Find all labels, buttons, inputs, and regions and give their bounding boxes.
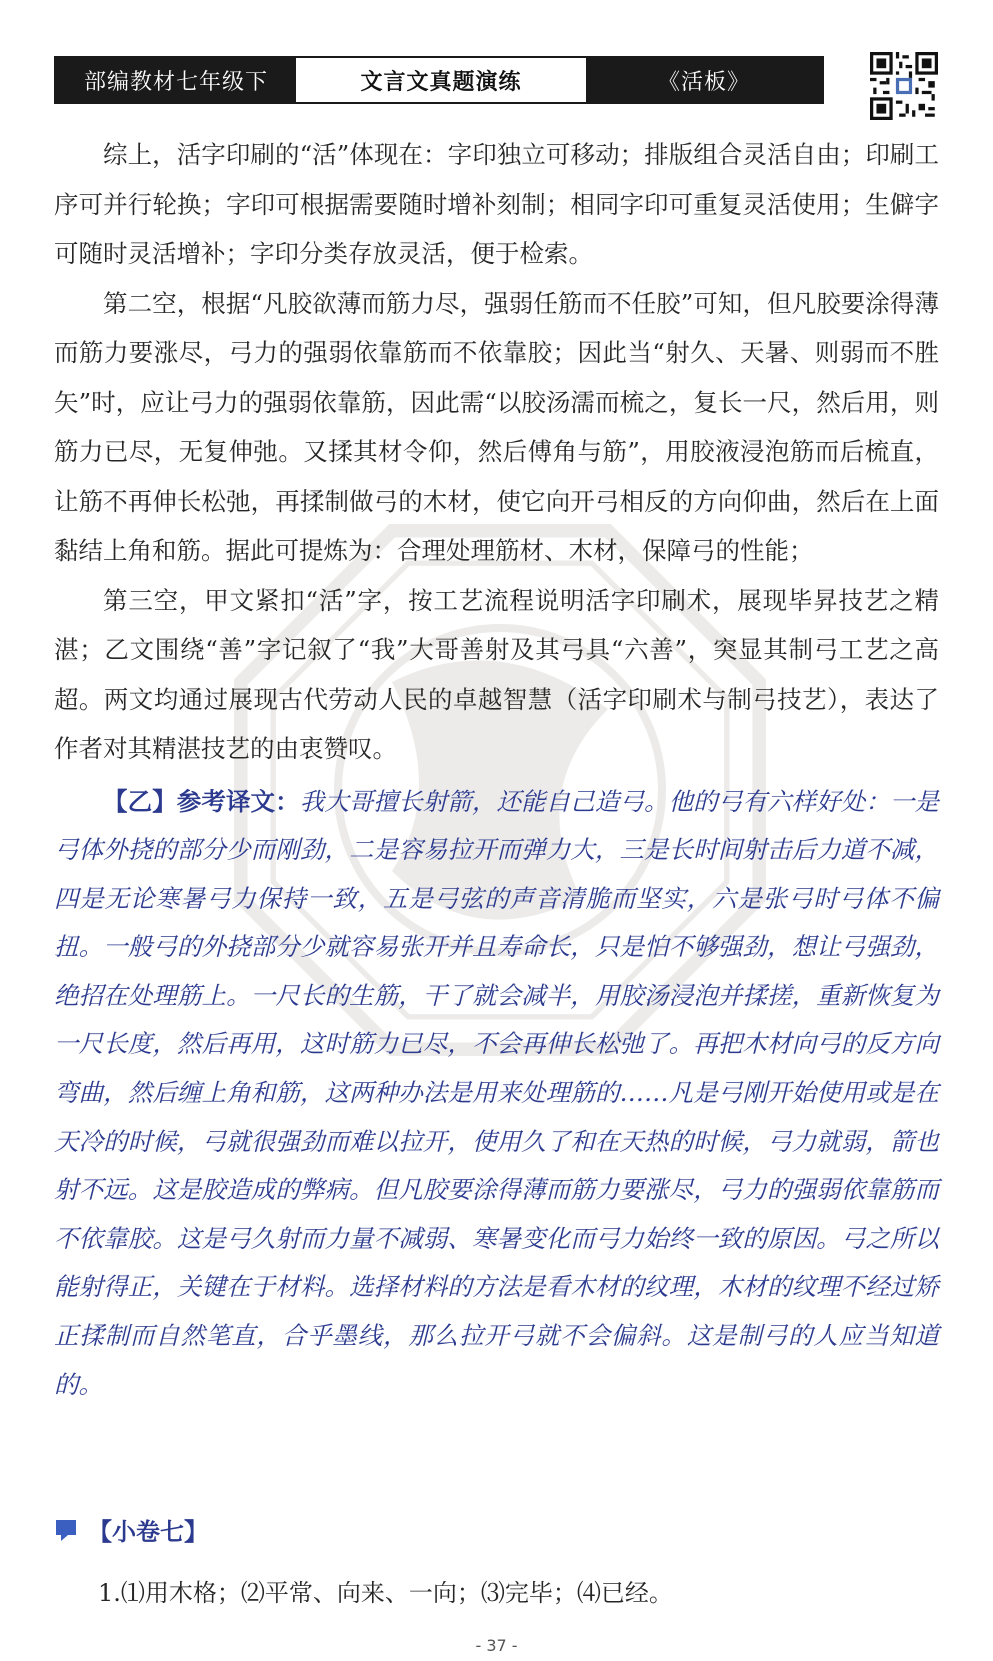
bookmark-flag-icon bbox=[54, 1517, 80, 1543]
section-heading bbox=[54, 1512, 208, 1547]
translation-paragraph bbox=[54, 778, 939, 1410]
page-number: - 37 - bbox=[475, 1636, 518, 1655]
header-topic-label: 文言文真题演练 bbox=[296, 58, 586, 102]
summary-paragraph: 综上，活字印刷的“活”体现在：字印独立可移动；排版组合灵活自由；印刷工序可并行轮换；字印可根据需要随时增补刻制；相同字印可重复灵活使用；生僻字可随时灵活增补；字印分类存放灵活，便于检索。 bbox=[54, 140, 939, 268]
section-title: 【小卷七】 bbox=[88, 1518, 208, 1546]
document-body bbox=[54, 130, 939, 1409]
answer-line: 1.⑴用木格；⑵平常、向来、一向；⑶完毕；⑷已经。 bbox=[98, 1579, 673, 1607]
qr-code-icon bbox=[870, 52, 938, 120]
translation-label: 【乙】参考译文： bbox=[103, 786, 300, 816]
header-grade-label: 部编教材七年级下 bbox=[56, 58, 296, 102]
header-lesson-title: 《活板》 bbox=[586, 58, 822, 102]
third-blank-paragraph: 第三空，甲文紧扣“活”字，按工艺流程说明活字印刷术，展现毕昇技艺之精湛；乙文围绕“善”字记叙了“我”大哥善射及其弓具“六善”，突显其制弓工艺之高超。两文均通过展现古代劳动人民的卓越智慧（活字印刷术与制弓技艺），表达了作者对其精湛技艺的由衷赞叹。 bbox=[54, 585, 939, 763]
translation-text: 我大哥擅长射箭，还能自己造弓。他的弓有六样好处：一是弓体外挠的部分少而刚劲，二是容易拉开而弹力大，三是长时间射击后力道不减，四是无论寒暑弓力保持一致，五是弓弦的声音清脆而坚实，六是张弓时弓体不偏扭。一般弓的外挠部分少就容易张开并且寿命长，只是怕不够强劲，想让弓强劲，绝招在处理筋上。一尺长的生筋，干了就会减半，用胶汤浸泡并揉搓，重新恢复为一尺长度，然后再用，这时筋力已尽，不会再伸长松弛了。再把木材向弓的反方向弯曲，然后缠上角和筋，这两种办法是用来处理筋的……凡是弓刚开始使用或是在天冷的时候，弓就很强劲而难以拉开，使用久了和在天热的时候，弓力就弱，箭也射不远。这是胶造成的弊病。但凡胶要涂得薄而筋力要涨尽，弓力的强弱依靠筋而不依靠胶。这是弓久射而力量不减弱、寒暑变化而弓力始终一致的原因。弓之所以能射得正，关键在于材料。选择材料的方法是看木材的纹理，木材的纹理不经过矫正揉制而自然笔直，合乎墨线，那么拉开弓就不会偏斜。这是制弓的人应当知道的。 bbox=[54, 786, 940, 1399]
second-blank-paragraph: 第二空，根据“凡胶欲薄而筋力尽，强弱任筋而不任胶”可知，但凡胶要涂得薄而筋力要涨尽，弓力的强弱依靠筋而不依靠胶；因此当“射久、天暑、则弱而不胜矢”时，应让弓力的强弱依靠筋，因此需“以胶汤濡而梳之，复长一尺，然后用，则筋力已尽，无复伸弛。又揉其材令仰，然后傅角与筋”，用胶液浸泡筋而后梳直，让筋不再伸长松弛，再揉制做弓的木材，使它向开弓相反的方向仰曲，然后在上面黏结上角和筋。据此可提炼为：合理处理筋材、木材，保障弓的性能； bbox=[54, 288, 939, 565]
header-band bbox=[54, 56, 824, 104]
